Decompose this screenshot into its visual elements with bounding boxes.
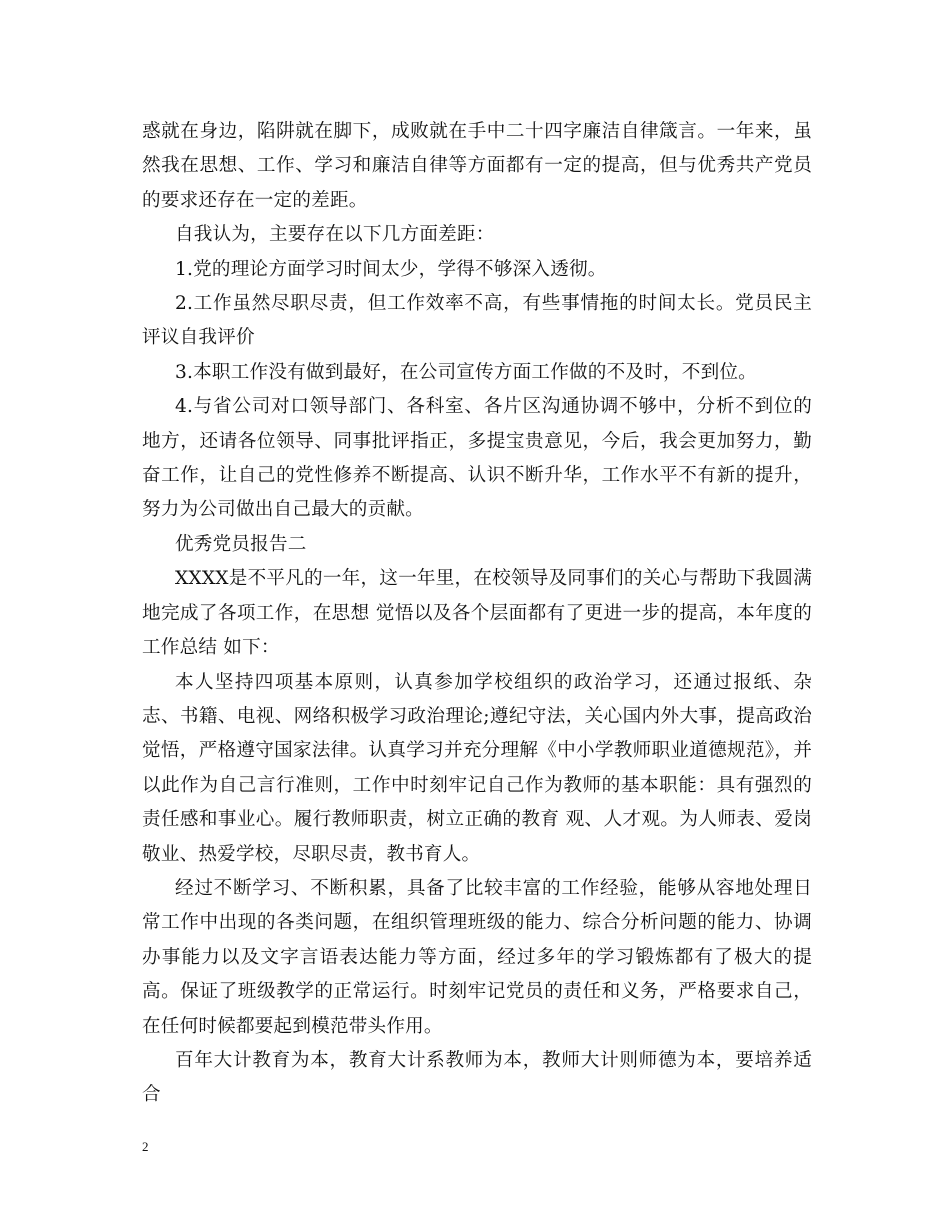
paragraph-1: 惑就在身边，陷阱就在脚下，成败就在手中二十四字廉洁自律箴言。一年来，虽然我在思想、工作、学习和廉洁自律等方面都有一定的提高，但与优秀共产党员的要求还存在一定的差距。: [142, 121, 812, 211]
paragraph-3: 1.党的理论方面学习时间太少，学得不够深入透彻。: [175, 258, 607, 280]
paragraph-4: 2.工作虽然尽职尽责，但工作效率不高，有些事情拖的时间太长。党员民主评议自我评价: [142, 293, 812, 349]
document-body: [142, 115, 812, 1113]
section-heading: 优秀党员报告二: [175, 533, 307, 555]
paragraph-6: 4.与省公司对口领导部门、各科室、各片区沟通协调不够中，分析不到位的地方，还请各位领导、同事批评指正，多提宝贵意见，今后，我会更加努力，勤奋工作，让自己的党性修养不断提高、认识不断升华，工作水平不有新的提升，努力为公司做出自己最大的贡献。: [142, 396, 812, 521]
paragraph-10: 百年大计教育为本，教育大计系教师为本，教师大计则师德为本，要培养适合: [142, 1049, 812, 1106]
paragraph-7: XXXX是不平凡的一年，这一年里，在校领导及同事们的关心与帮助下我圆满地完成了各项工作，在思想 觉悟以及各个层面都有了更进一步的提高，本年度的工作总结 如下：: [142, 568, 812, 659]
paragraph-8: 本人坚持四项基本原则，认真参加学校组织的政治学习，还通过报纸、杂志、书籍、电视、网络积极学习政治理论;遵纪守法，关心国内外大事，提高政治觉悟，严格遵守国家法律。认真学习并充分理解《中小学教师职业道德规范》，并以此作为自己言行准则，工作中时刻牢记自己作为教师的基本职能：具有强烈的责任感和事业心。履行教师职责，树立正确的教育 观、人才观。为人师表、爱岗敬业、热爱学校，尽职尽责，教书育人。: [142, 671, 812, 865]
paragraph-5: 3.本职工作没有做到最好，在公司宣传方面工作做的不及时，不到位。: [175, 361, 757, 383]
page-number: 2: [142, 1139, 149, 1154]
paragraph-9: 经过不断学习、不断积累，具备了比较丰富的工作经验，能够从容地处理日常工作中出现的各类问题，在组织管理班级的能力、综合分析问题的能力、协调办事能力以及文字言语表达能力等方面，经过多年的学习锻炼都有了极大的提高。保证了班级教学的正常运行。时刻牢记党员的责任和义务，严格要求自己，在任何时候都要起到模范带头作用。: [142, 877, 812, 1037]
paragraph-2: 自我认为，主要存在以下几方面差距：: [175, 224, 495, 246]
